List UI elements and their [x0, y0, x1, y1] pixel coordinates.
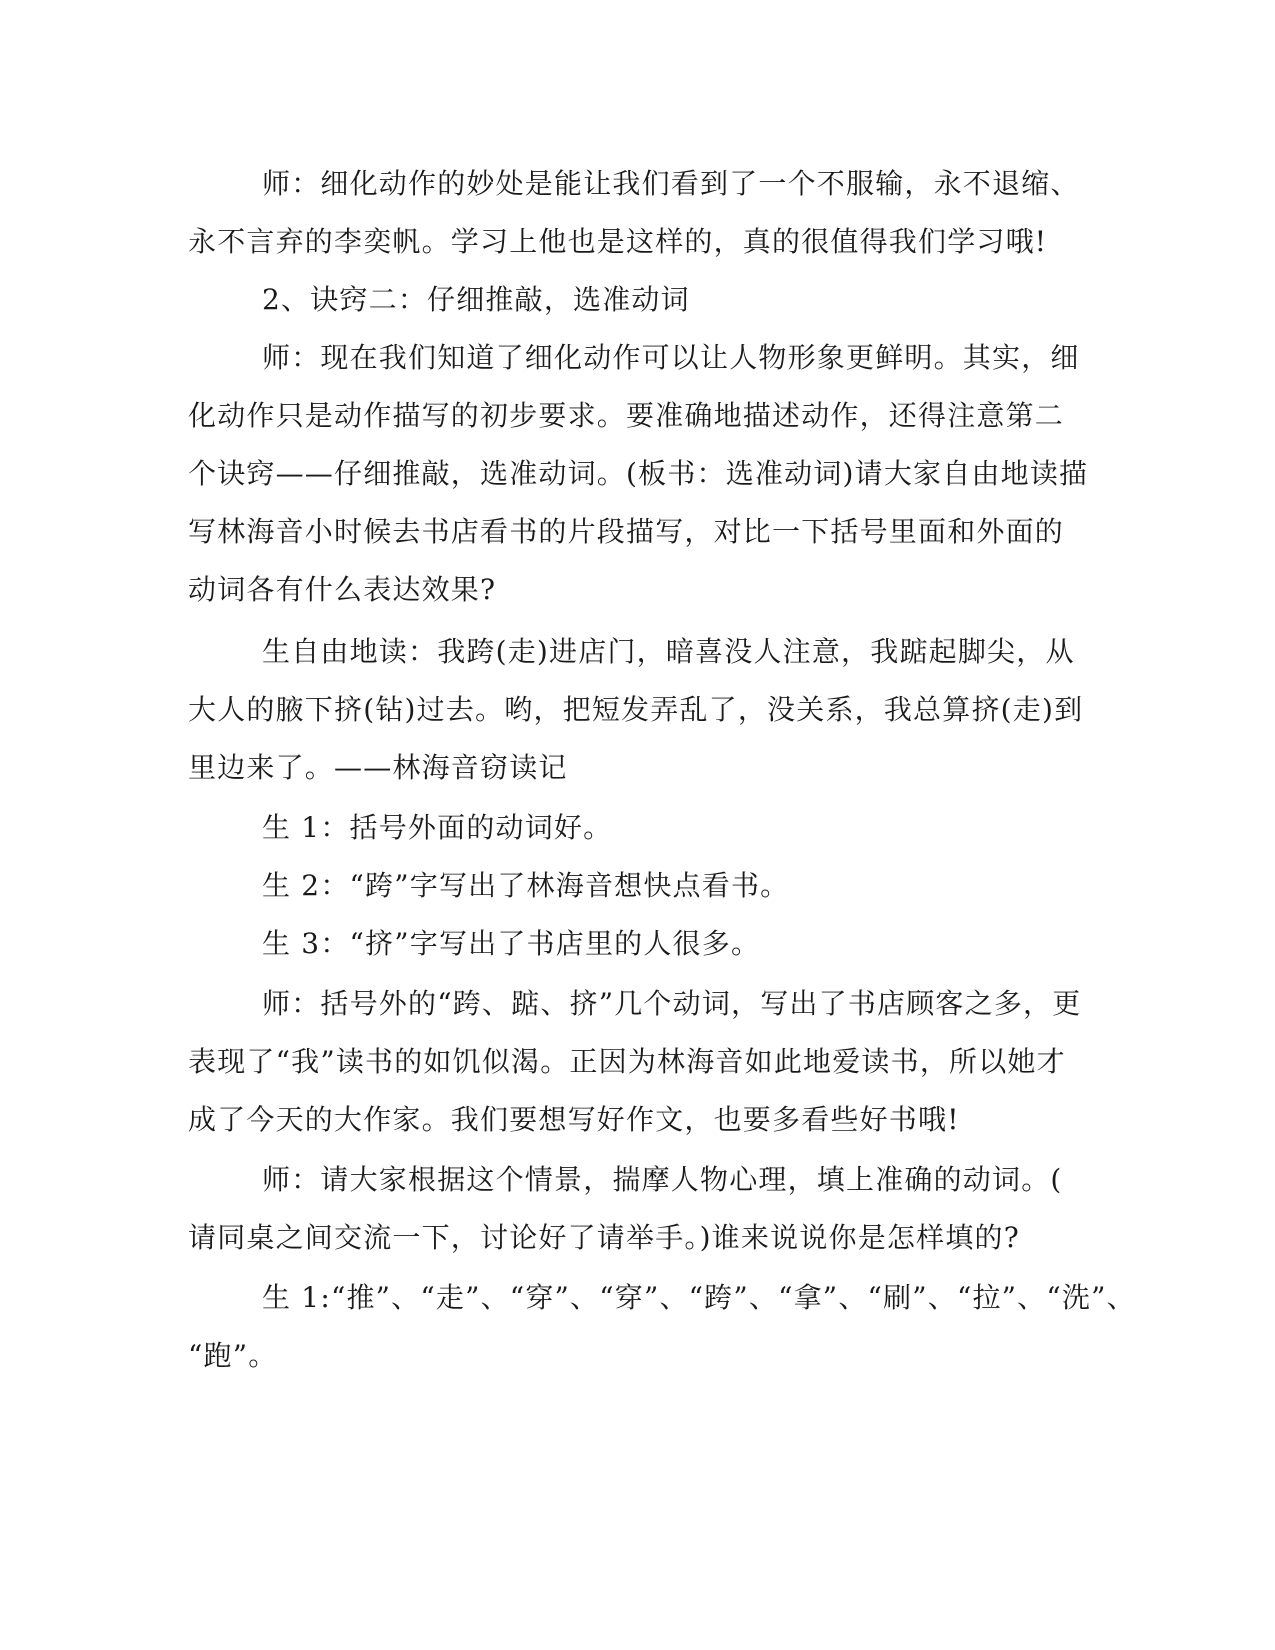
text-line: 师：现在我们知道了细化动作可以让人物形象更鲜明。其实，细 [262, 341, 1080, 374]
text-line: 大人的腋下挤(钻)过去。哟，把短发弄乱了，没关系，我总算挤(走)到 [188, 693, 1084, 726]
text-line: 师：细化动作的妙处是能让我们看到了一个不服输，永不退缩、 [262, 167, 1080, 200]
text-line: 生 1:“推”、“走”、“穿”、“穿”、“跨”、“拿”、“刷”、“拉”、“洗”、 [262, 1281, 1136, 1314]
text-line: 师：括号外的“跨、踮、挤”几个动词，写出了书店顾客之多，更 [262, 987, 1082, 1020]
text-line: 生自由地读：我跨(走)进店门，暗喜没人注意，我踮起脚尖，从 [262, 635, 1075, 668]
text-line: 动词各有什么表达效果? [188, 573, 497, 606]
text-line: 师：请大家根据这个情景，揣摩人物心理，填上准确的动词。( [262, 1163, 1063, 1196]
text-line: 请同桌之间交流一下，讨论好了请举手。)谁来说说你是怎样填的? [188, 1221, 1020, 1254]
text-line: 写林海音小时候去书店看书的片段描写，对比一下括号里面和外面的 [188, 515, 1065, 548]
text-line: 化动作只是动作描写的初步要求。要准确地描述动作，还得注意第二 [188, 399, 1065, 432]
text-line: 生 3：“挤”字写出了书店里的人很多。 [262, 927, 761, 960]
text-line: 生 1：括号外面的动词好。 [262, 811, 613, 844]
text-line: 里边来了。——林海音窃读记 [188, 751, 568, 784]
section-heading: 2、诀窍二：仔细推敲，选准动词 [262, 283, 690, 316]
text-line: 成了今天的大作家。我们要想写好作文，也要多看些好书哦! [188, 1103, 960, 1136]
text-line: 生 2：“跨”字写出了林海音想快点看书。 [262, 869, 790, 902]
text-line: 永不言弃的李奕帆。学习上他也是这样的，真的很值得我们学习哦! [188, 225, 1048, 258]
text-line: “跑”。 [188, 1339, 278, 1372]
text-line: 个诀窍——仔细推敲，选准动词。(板书：选准动词)请大家自由地读描 [188, 457, 1089, 490]
text-line: 表现了“我”读书的如饥似渴。正因为林海音如此地爱读书，所以她才 [188, 1045, 1066, 1078]
